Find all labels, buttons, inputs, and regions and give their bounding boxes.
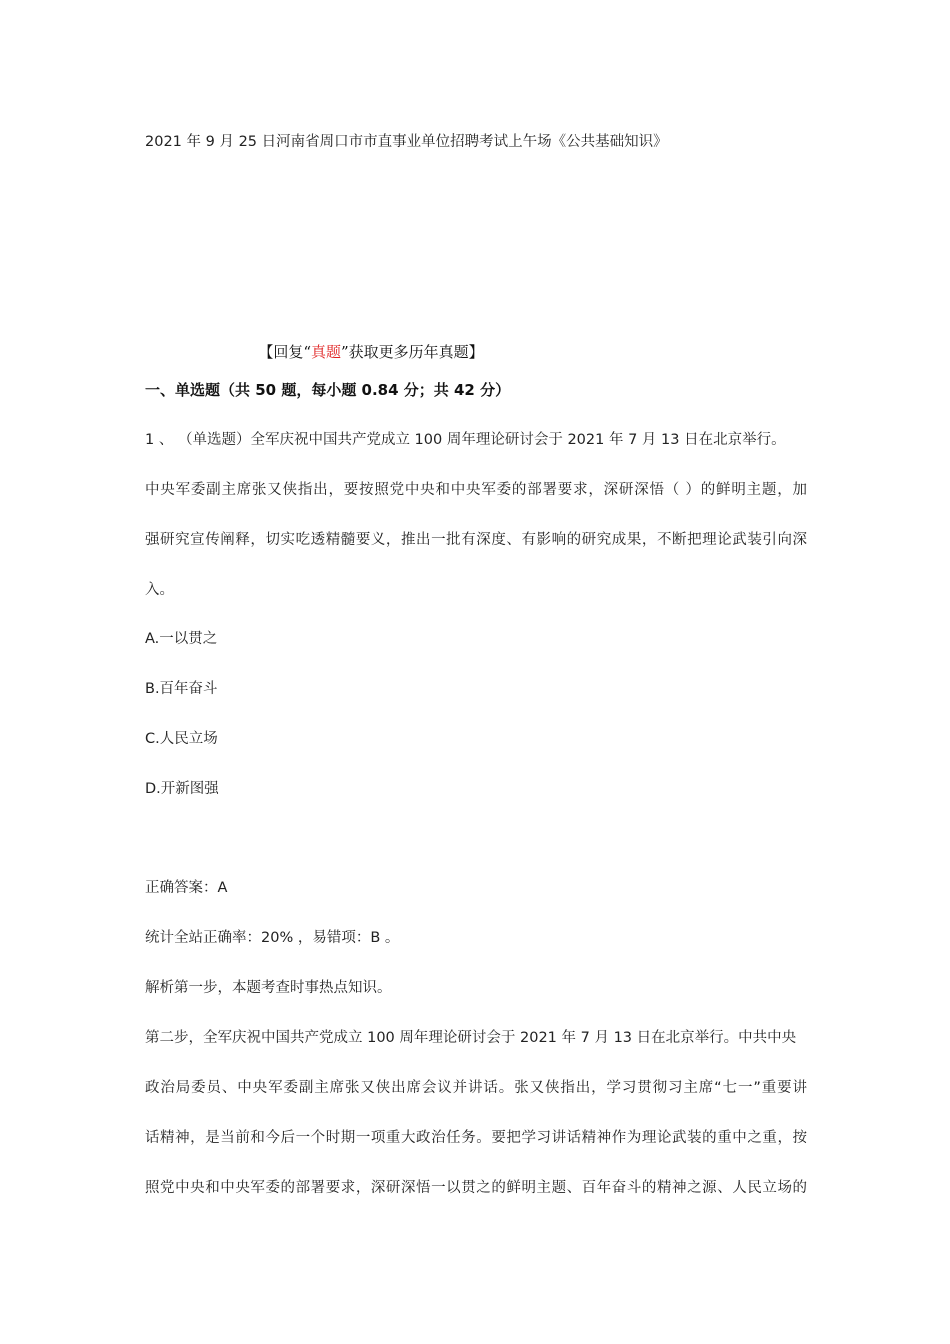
option-c: C.人民立场 <box>145 731 218 747</box>
reply-prompt <box>0 342 742 362</box>
section-heading: 一、单选题（共 50 题，每小题 0.84 分；共 42 分） <box>145 381 511 399</box>
reply-prefix: 【回复“ <box>258 343 311 361</box>
question-line: 中央军委副主席张又侠指出，要按照党中央和中央军委的部署要求，深研深悟（ ）的鲜明主题，加 <box>145 482 807 498</box>
document-title: 2021 年 9 月 25 日河南省周口市市直事业单位招聘考试上午场《公共基础知识》 <box>145 134 668 150</box>
analysis-line: 照党中央和中央军委的部署要求，深研深悟一以贯之的鲜明主题、百年奋斗的精神之源、人民立场的 <box>145 1180 807 1196</box>
analysis-line: 话精神，是当前和今后一个时期一项重大政治任务。要把学习讲话精神作为理论武装的重中之重，按 <box>145 1130 807 1146</box>
option-b: B.百年奋斗 <box>145 681 218 697</box>
question-line: 1 、 （单选题）全军庆祝中国共产党成立 100 周年理论研讨会于 2021 年 7 月 13 日在北京举行。 <box>145 432 786 448</box>
answer-stats: 统计全站正确率：20% ，易错项：B 。 <box>145 930 400 946</box>
option-d: D.开新图强 <box>145 781 219 797</box>
analysis-line: 政治局委员、中央军委副主席张又侠出席会议并讲话。张又侠指出，学习贯彻习主席“七一”重要讲 <box>145 1080 807 1096</box>
analysis-line: 第二步，全军庆祝中国共产党成立 100 周年理论研讨会于 2021 年 7 月 13 日在北京举行。中共中央 <box>145 1030 797 1046</box>
correct-answer: 正确答案：A <box>145 880 228 896</box>
reply-keyword: 真题 <box>310 343 341 361</box>
question-line: 强研究宣传阐释，切实吃透精髓要义，推出一批有深度、有影响的研究成果，不断把理论武装引向深 <box>145 532 807 548</box>
option-a: A.一以贯之 <box>145 631 218 647</box>
reply-suffix: ”获取更多历年真题】 <box>341 343 484 361</box>
analysis-step-1: 解析第一步，本题考查时事热点知识。 <box>145 980 392 996</box>
question-line: 入。 <box>145 582 174 598</box>
